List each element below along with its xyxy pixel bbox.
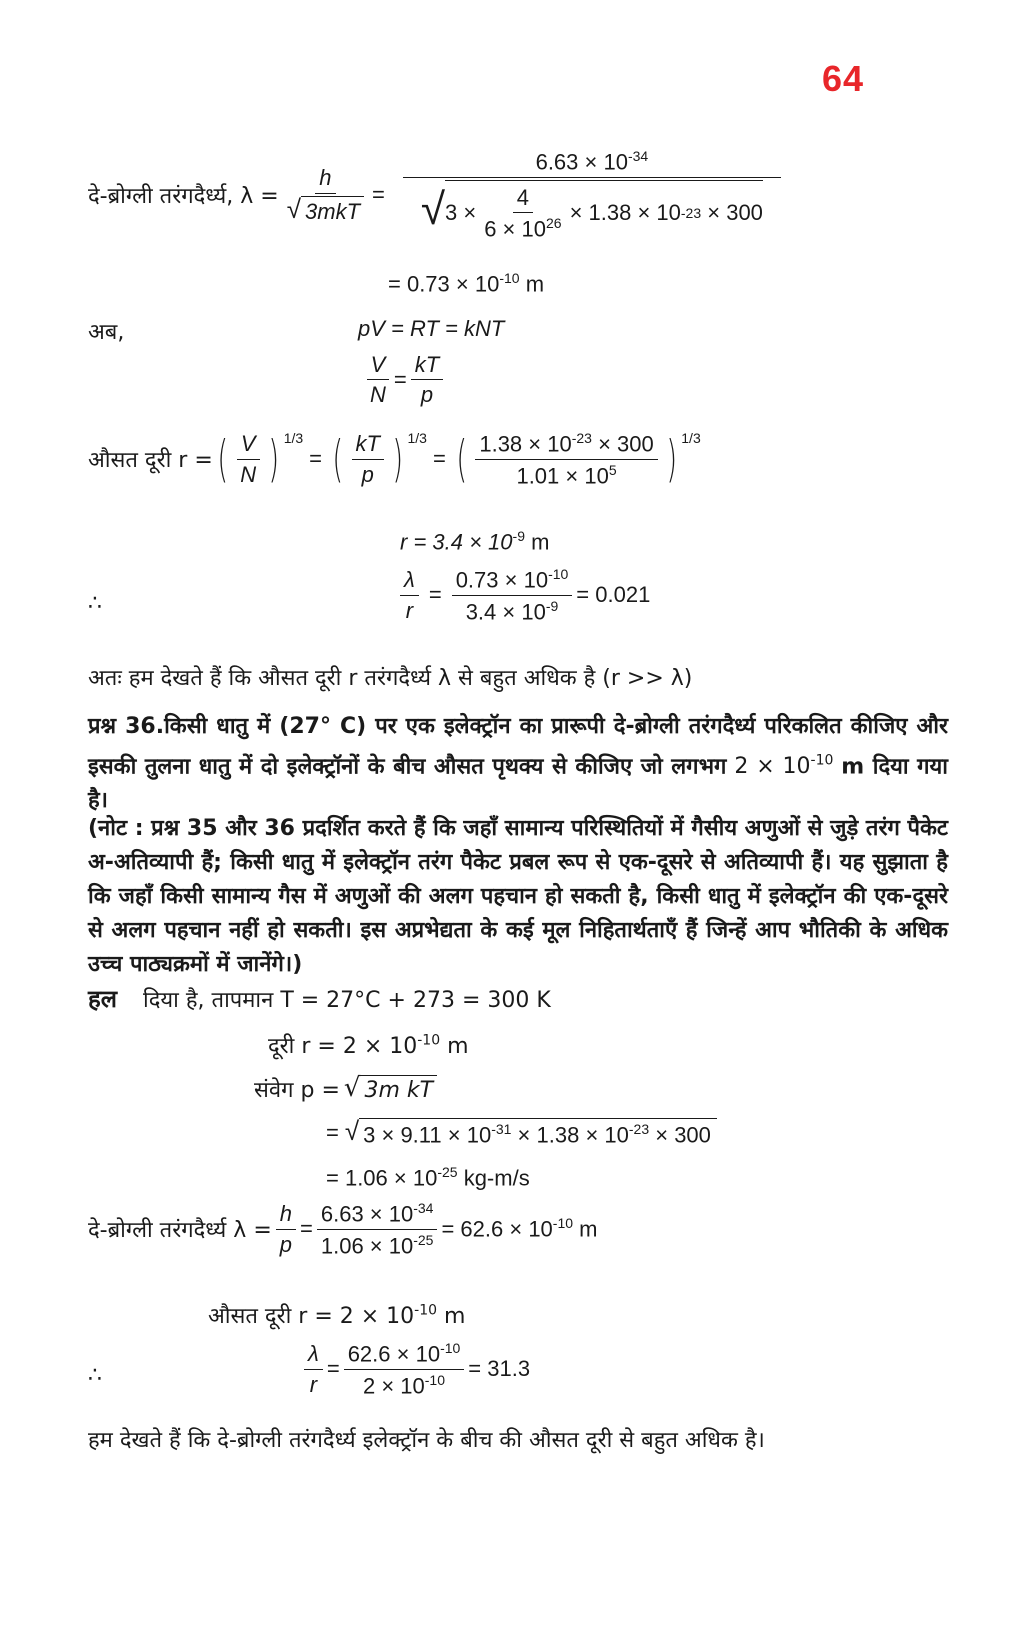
conclusion-2: हम देखते हैं कि दे-ब्रोग्ली तरंगदैर्ध्य इलेक्ट्रॉन के बीच की औसत दूरी से बहुत अधिक है। (88, 1428, 765, 1453)
r-result: $r = 3.4 \times 10^{-9}$ m (400, 528, 550, 555)
average-distance-eq: औसत दूरी r = ( $\frac{V}{N}$ ) $^{1/3}$ = ( $\frac{kT}{p}$ ) $^{1/3}$ = ( $\frac{1.38 \times 10^{-23} \times 300}{1.01 \times 10^5}$ ) $^{1/3}$ (88, 430, 701, 489)
v-over-n-eq: $\frac{V}{N}$ = $\frac{kT}{p}$ (362, 352, 447, 408)
ab-label: अब, (88, 320, 125, 345)
ratio-eq-1: $\frac{\lambda}{r}$ = $\frac{0.73 \times 10^{-10}}{3.4 \times 10^{-9}}$ = 0.021 (396, 566, 650, 624)
ratio-eq-2: $\frac{\lambda}{r}$ = $\frac{62.6 \times 10^{-10}}{2 \times 10^{-10}}$ = 31.3 (300, 1340, 530, 1398)
avg-distance-2: औसत दूरी $r = 2 \times 10^{-10}$ m (208, 1302, 466, 1329)
solution-header: हल दिया है, तापमान T = 27°C + 273 = 300 K (88, 985, 551, 1013)
lambda-eq-2: दे-ब्रोग्ली तरंगदैर्ध्य λ = $\frac{h}{p}$ = $\frac{6.63 \times 10^{-34}}{1.06 \times 10^{-25}}$ = $62.6 \times 10^{-10}$ m (88, 1200, 598, 1258)
therefore-2: ∴ (88, 1362, 102, 1387)
momentum-formula: संवेग p = √ 3m kT (254, 1074, 437, 1104)
lambda-label: दे-ब्रोग्ली तरंगदैर्ध्य, λ = (88, 183, 279, 209)
lambda-numeric-fraction: $6.63 \times 10^{-34}$ √ 3 × $\frac{4}{6 \times 10^{26}}$ × 1.38 × 10 -23 × 300 (403, 148, 781, 242)
h-over-sqrt3mkt: h √ 3mkT (283, 165, 368, 224)
note-36: (नोट : प्रश्न 35 और 36 प्रदर्शित करते हैं कि जहाँ सामान्य परिस्थितियों में गैसीय अणुओं से जुड़े तरंग पैकेट अ-अतिव्यापी हैं; किसी धातु में इलेक्ट्रॉन तरंग पैकेट प्रबल रूप से एक-दूसरे से अतिव्यापी हैं। यह सुझाता है कि जहाँ किसी सामान्य गैस में अणुओं की अलग पहचान हो सकती है, किसी धातु में इलेक्ट्रॉन की एक-दूसरे से अलग पहचान नहीं हो सकती। इस अप्रभेद्यता के कई मूल निहितार्थताएँ हैं जिन्हें आप भौतिकी के अधिक उच्च पाठ्यक्रमों में जानेंगे।) (88, 816, 948, 977)
page-number: 64 (822, 58, 865, 99)
question-label: प्रश्न 36. (88, 714, 165, 739)
conclusion-1: अतः हम देखते हैं कि औसत दूरी r तरंगदैर्ध्य λ से बहुत अधिक है (r >> λ) (88, 666, 693, 691)
avg-label: औसत दूरी r = (88, 448, 213, 474)
ideal-gas-eq: pV = RT = kNT (358, 316, 505, 341)
question-36: प्रश्न 36.किसी धातु में (27° C) पर एक इलेक्ट्रॉन का प्रारूपी दे-ब्रोग्ली तरंगदैर्ध्य परिकलित कीजिए और इसकी तुलना धातु में दो इलेक्ट्रॉनों के बीच औसत पृथक्य से कीजिए जो लगभग $2 \times 10^{-10}$ m दिया गया है। (88, 714, 948, 814)
therefore-1: ∴ (88, 590, 102, 615)
lambda-equation: दे-ब्रोग्ली तरंगदैर्ध्य, λ = h √ 3mkT = $6.63 \times 10^{-34}$ √ 3 × $\frac{4}{6 \times 10^{26}}$ × 1.38 × 10 -23 × 300 (88, 148, 785, 242)
momentum-result: = $1.06 \times 10^{-25}$ kg-m/s (326, 1164, 530, 1191)
distance-given: दूरी $r = 2 \times 10^{-10}$ m (268, 1032, 469, 1059)
momentum-calc: = √ $3 \times 9.11 \times 10^{-31} \times 1.38 \times 10^{-23} \times 300$ (326, 1118, 717, 1148)
lambda-result: = $0.73 \times 10^{-10}$ m (388, 270, 545, 297)
